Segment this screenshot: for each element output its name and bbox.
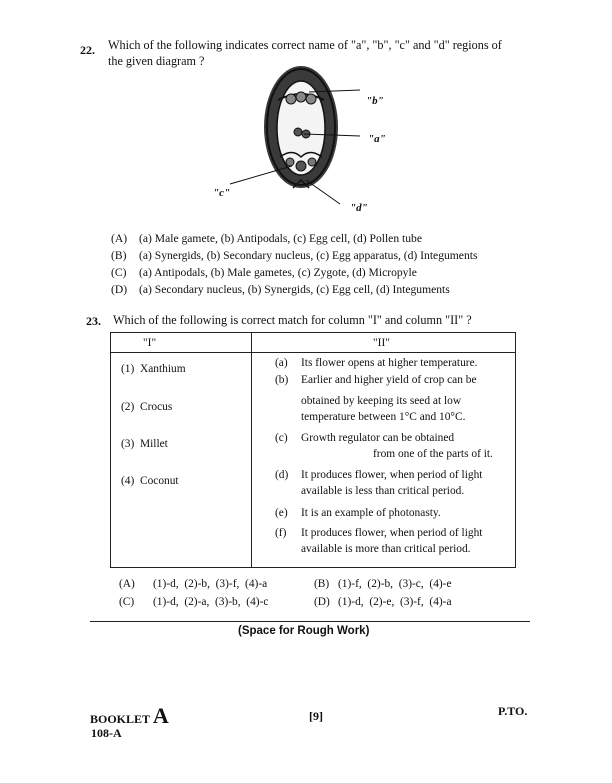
booklet-letter: A bbox=[152, 703, 169, 728]
q22-text-line2: the given diagram ? bbox=[108, 54, 205, 68]
col1-header: "I" bbox=[143, 337, 157, 349]
page-number: [9] bbox=[309, 709, 323, 723]
q23-option-b[interactable]: (B) (1)-f, (2)-b, (3)-c, (4)-e bbox=[314, 578, 452, 590]
diagram-label-a: "a" bbox=[368, 133, 386, 145]
q22-option-c[interactable]: (C) (a) Antipodals, (b) Male gametes, (c) Zygote, (d) Micropyle bbox=[111, 266, 417, 279]
q22-option-d[interactable]: (D) (a) Secondary nucleus, (b) Synergids, (c) Egg cell, (d) Integuments bbox=[111, 283, 450, 296]
q22-option-b[interactable]: (B) (a) Synergids, (b) Secondary nucleus, (c) Egg apparatus, (d) Integuments bbox=[111, 249, 478, 262]
diagram-label-b: "b" bbox=[366, 95, 384, 107]
col2-row: (d) It produces flower, when period of light available is less than critical period. bbox=[275, 469, 483, 497]
pto-label: P.TO. bbox=[498, 704, 528, 718]
q23-option-c[interactable]: (C) (1)-d, (2)-a, (3)-b, (4)-c bbox=[119, 596, 269, 608]
booklet-code: 108-A bbox=[91, 726, 122, 740]
q22-option-a[interactable]: (A) (a) Male gamete, (b) Antipodals, (c) Egg cell, (d) Pollen tube bbox=[111, 232, 422, 245]
q23-text: Which of the following is correct match for column "I" and column "II" ? bbox=[113, 313, 472, 327]
col1-row: (3) Millet bbox=[121, 438, 168, 450]
col1-row: (4) Coconut bbox=[121, 475, 179, 487]
embryo-sac-diagram bbox=[200, 62, 420, 222]
rough-work-label: (Space for Rough Work) bbox=[238, 625, 370, 637]
col2-row: (b) Earlier and higher yield of crop can be obtained by keeping its seed at low temperature between 1°C and 10°C. bbox=[275, 374, 477, 423]
diagram-label-c: "c" bbox=[213, 187, 231, 199]
match-table bbox=[110, 332, 516, 568]
col1-row: (1) Xanthium bbox=[121, 363, 186, 375]
q22-number: 22. bbox=[80, 43, 95, 57]
col2-row: (c) Growth regulator can be obtained from one of the parts of it. bbox=[275, 432, 493, 460]
q23-number: 23. bbox=[86, 314, 101, 328]
q22-options bbox=[111, 230, 477, 298]
col2-row: (a) Its flower opens at higher temperature. bbox=[275, 357, 478, 369]
divider bbox=[90, 621, 530, 622]
diagram-label-d: "d" bbox=[350, 202, 368, 214]
col1-row: (2) Crocus bbox=[121, 401, 173, 413]
col2-header: "II" bbox=[373, 337, 390, 349]
col2-row: (e) It is an example of photonasty. bbox=[275, 507, 441, 519]
q23-option-d[interactable]: (D) (1)-d, (2)-e, (3)-f, (4)-a bbox=[314, 596, 452, 608]
q22-text-line1: Which of the following indicates correct name of "a", "b", "c" and "d" regions of bbox=[108, 38, 502, 52]
booklet-label: BOOKLET A bbox=[90, 703, 169, 728]
q23-option-a[interactable]: (A) (1)-d, (2)-b, (3)-f, (4)-a bbox=[119, 578, 268, 590]
col2-row: (f) It produces flower, when period of light available is more than critical period. bbox=[275, 527, 483, 555]
